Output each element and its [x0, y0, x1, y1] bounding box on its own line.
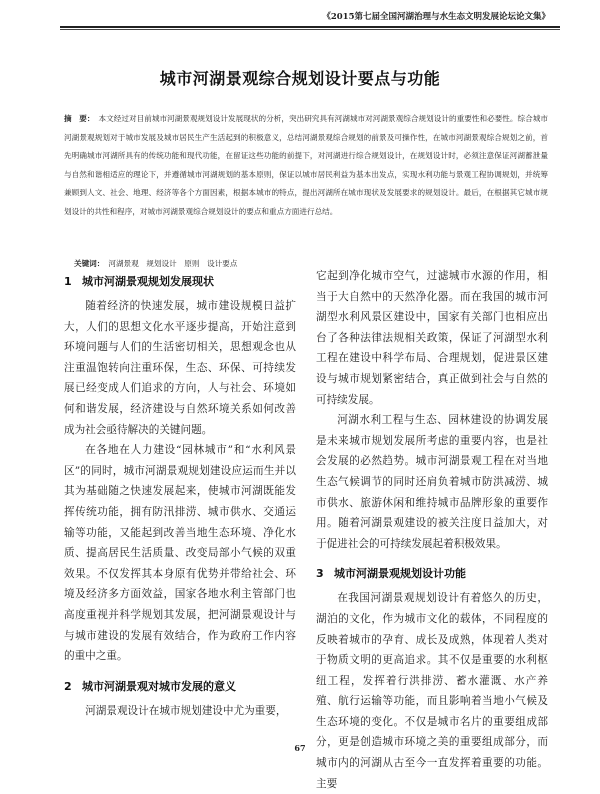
section-1-paragraph-2: 在各地在人力建设“园林城市”和“水利风景区”的同时，城市河湖景观规划建设应运而生并以其为基础随之快速发展起来，使城市河湖既能发挥传统功能，拥有防汛排涝、城市供水、交通运输等功能，又能起到改善当地生态环境、净化水质、提高居民生活质量、改变局部小气候的双重效果。不仅发挥其本身原有优势并带给社会、环境及经济多方面效益，国家各地水利主管部门也高度重视并科学规划其发展，把河湖景观设计与与城市建设的发展有效结合，作为政府工作内容的重中之重。 [64, 444, 296, 663]
keywords-text: 河湖景观 规划设计 原则 设计要点 [108, 259, 238, 268]
running-head: 《2015第七届全国河湖治理与水生态文明发展论坛论文集》 [322, 12, 550, 22]
section-1-title: 城市河湖景观规划发展现状 [82, 275, 214, 288]
header-rule [60, 26, 560, 28]
section-3-heading [316, 564, 548, 584]
abstract-label: 摘 要： [64, 114, 95, 123]
section-2-paragraph-1: 河湖景观设计在城市规划建设中尤为重要， [85, 704, 287, 717]
right-column [316, 266, 548, 794]
section-3-title: 城市河湖景观规划设计功能 [334, 567, 466, 581]
section-2-heading [64, 677, 296, 697]
section-1-number: 1 [64, 275, 72, 288]
section-3-paragraph-1: 在我国河湖景观规划设计有着悠久的历史，湖泊的文化，作为城市文化的载体，不同程度的反映着城市的孕育、成长及成熟，体现着人类对于物质文明的更高追求。其不仅是重要的水利枢纽工程，发挥着行洪排涝、蓄水灌溉、水产养殖、航行运输等功能，而且影响着当地小气候及生态环境的变化。不仅是城市名片的重要组成部分，更是创造城市环境之美的重要组成部分，而城市内的河湖从古至今一直发挥着重要的功能。主要 [316, 592, 548, 790]
section-2-number: 2 [64, 679, 72, 693]
header-rule-thin [60, 29, 560, 30]
section-1-paragraph-1: 随着经济的快速发展，城市建设规模日益扩大，人们的思想文化水平逐步提高，开始注意到环境问题与人们的生活密切相关，思想观念也从注重温饱转向注重环保，生态、环保、可持续发展已经变成人们追求的方向，人与社会、环境如何和谐发展，经济建设与自然环境关系如何改善成为社会亟待解决的关键问题。 [64, 300, 296, 436]
left-column [64, 266, 296, 721]
abstract [64, 110, 548, 221]
section-3-number: 3 [316, 567, 324, 581]
keywords-label: 关键词： [74, 259, 105, 268]
page-number: 67 [294, 743, 306, 753]
section-2-paragraph-1-continued: 它起到净化城市空气，过滤城市水源的作用，相当于大自然中的天然净化器。而在我国的城市河湖型水利风景区建设中，国家有关部门也相应出台了各种法律法规相关政策，保证了河湖型水利工程在建设中科学布局、合理规划，促进景区建设与城市规划紧密结合，真正做到社会与自然的可持续发展。 [316, 270, 548, 406]
section-2-title: 城市河湖景观对城市发展的意义 [82, 679, 236, 693]
abstract-text: 本文经过对目前城市河湖景观规划设计发展现状的分析，突出研究具有河湖城市对河湖景观综合规划设计的重要性和必要性。综合城市河湖景观规划对于城市发展及城市居民生产生活起到的积极意义，总结河湖景观综合规划的前景及可操作性，在城市河湖景观综合规划之前，首先明确城市河湖所具有的传统功能和现代功能，在留证这些功能的前提下，对河湖进行综合规划设计，在规划设计时，必须注意保证河湖蓄泄量与自然和谐相适应的理论下，并遵循城市河湖规划的基本原则，保证以城市居民利益为基本出发点，实现水利功能与景观工程协调规划，并统筹兼顾到人文、社会、地理、经济等各个方面因素，根据本城市的特点，提出河湖所在城市现状及发展要求的规划设计。最后，在根据其它城市规划设计的共性和程序，对城市河湖景观综合规划设计的要点和重点方面进行总结。 [64, 114, 548, 216]
paper-title: 城市河湖景观综合规划设计要点与功能 [159, 69, 441, 88]
section-2-paragraph-2: 河湖水利工程与生态、园林建设的协调发展是未来城市规划发展所考虑的重要内容，也是社会发展的必然趋势。城市河湖景观工程在对当地生态气候调节的同时还肩负着城市防洪减涝、城市供水、旅游休闲和维持城市品牌形象的重要作用。随着河湖景观建设的被关注度日益加大，对于促进社会的可持续发展起着积极效果。 [316, 414, 548, 550]
section-1-heading [64, 272, 296, 292]
